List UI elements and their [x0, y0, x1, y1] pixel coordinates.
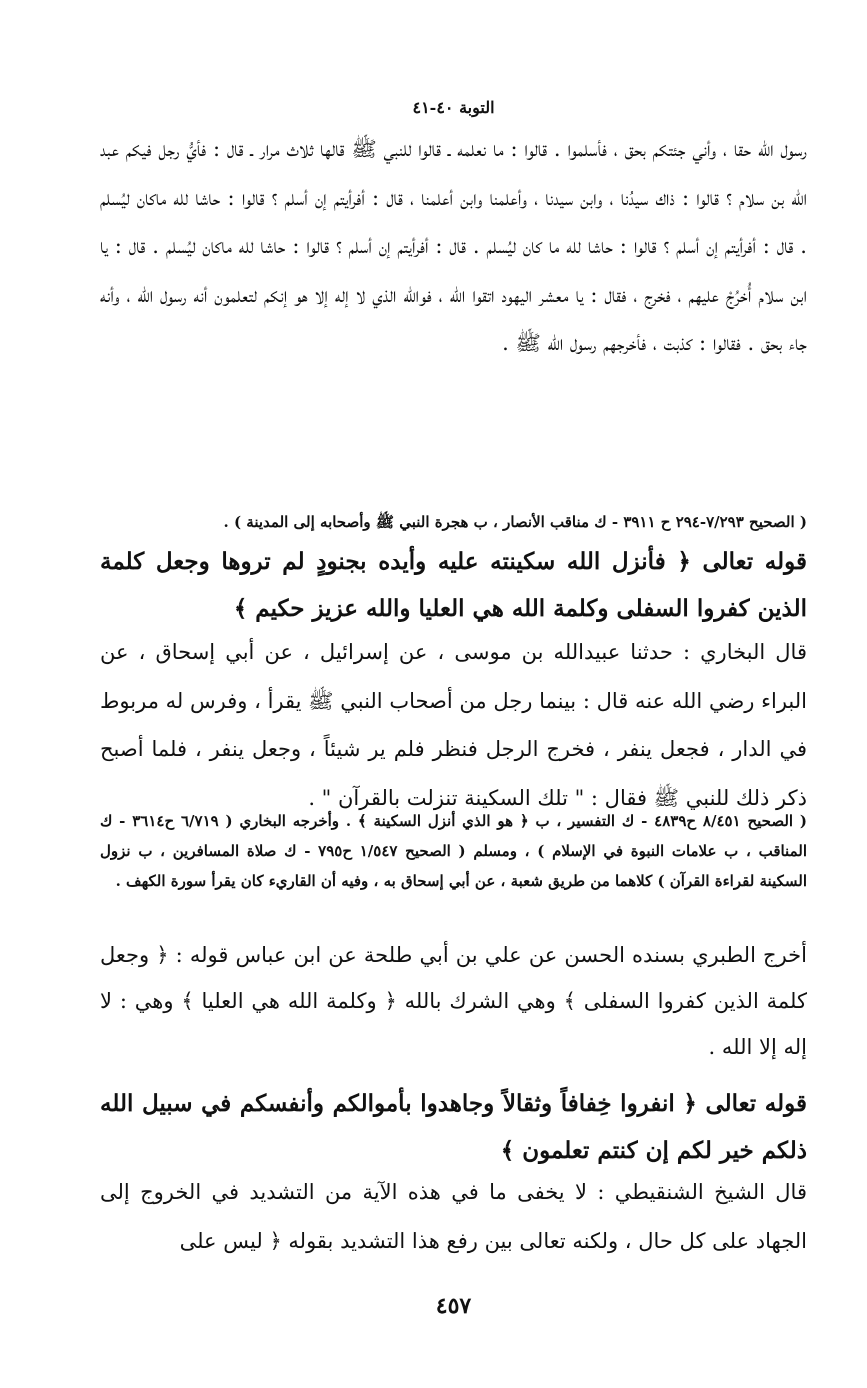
note-paragraph: ( الصحيح ٨/٤٥١ ح٤٨٣٩ - ك التفسير ، ب ﴿ هو الذي أنزل السكينة ﴾ . وأخرجه البخاري ( ٦/٧١٩ ح٣٦١٤ - ك المناقب ، ب علامات النبوة في الإسلام ) ، ومسلم ( الصحيح ١/٥٤٧ ح٧٩٥ - ك صلاة المسافرين ، ب نزول السكينة لقراءة القرآن ) كلاهما من طريق شعبة ، عن أبي إسحاق به ، وفيه أن القاريء كان يقرأ سورة الكهف . [100, 812, 808, 890]
paragraph-bukhari [100, 628, 807, 822]
paragraph-shanqiti [100, 1168, 807, 1268]
body-paragraph: قال البخاري : حدثنا عبيدالله بن موسى ، عن إسرائيل ، عن أبي إسحاق ، عن البراء رضي الله عنه قال : بينما رجل من أصحاب النبي ﷺ يقرأ ، وفرس له مربوط في الدار ، فجعل ينفر ، فخرج الرجل فنظر فلم ير شيئاً ، وجعل ينفر ، فلما أصبح ذكر ذلك للنبي ﷺ فقال : " تلك السكينة تنزلت بالقرآن " . [100, 640, 807, 810]
note-paragraph: ( الصحيح ٧/٢٩٣-٢٩٤ ح ٣٩١١ - ك مناقب الأنصار ، ب هجرة النبي ﷺ وأصحابه إلى المدينة ) . [223, 513, 807, 531]
body-paragraph: أخرج الطبري بسنده الحسن عن علي بن أبي طلحة عن ابن عباس قوله : ﴿ وجعل كلمة الذين كفروا السفلى ﴾ وهي الشرك بالله ﴿ وكلمة الله هي العليا ﴾ وهي : لا إله إلا الله . [100, 943, 807, 1059]
body-paragraph: قال الشيخ الشنقيطي : لا يخفى ما في هذه الآية من التشديد في الخروج إلى الجهاد على كل حال ، ولكنه تعالى بين رفع هذا التشديد بقوله ﴿ ليس على [100, 1180, 807, 1253]
running-header: التوبة ٤٠-٤١ [412, 98, 495, 117]
bold-paragraph: قوله تعالى ﴿ فأنزل الله سكينته عليه وأيده بجنودٍ لم تروها وجعل كلمة الذين كفروا السفلى وكلمة الله هي العليا والله عزيز حكيم ﴾ [100, 548, 807, 622]
bold-paragraph: قوله تعالى ﴿ انفروا خِفافاً وثقالاً وجاهدوا بأموالكم وأنفسكم في سبيل الله ذلكم خير لكم إن كنتم تعلمون ﴾ [100, 1090, 807, 1164]
verse-heading [100, 1080, 807, 1174]
source-note [100, 806, 807, 931]
body-paragraph: رسول الله حقا ، وأني جئتكم بحق ، فأسلموا . قالوا : ما نعلمه ـ قالوا للنبي ﷺ قالها ثلاث مرار ـ قال : فأيُّ رجل فيكم عبد الله بن سلام ؟ قالوا : ذاك سيدُنا ، وابن سيدنا ، وأعلمنا وابن أعلمنا ، قال : أفرأيتم إن أسلم ؟ قالوا : حاشا لله ماكان ليُسلم . قال : أفرأيتم إن أسلم ؟ قالوا : حاشا لله ما كان ليُسلم . قال : أفرأيتم إن أسلم ؟ قالوا : حاشا لله ماكان ليُسلم . قال : يا ابن سلام أُخرُجْ عليهم ، فخرج ، فقال : يا معشر اليهود اتقوا الله ، فوالله الذي لا إله إلا هو إنكم لتعلمون أنه رسول الله ، وأنه جاء بحق . فقالوا : كذبت ، فأخرجهم رسول الله ﷺ . [100, 137, 807, 355]
verse-heading [100, 538, 807, 634]
paragraph-tabari [100, 932, 807, 1080]
source-note [100, 507, 807, 539]
paragraph-hadith [100, 125, 807, 501]
page-number: ٤٥٧ [435, 1293, 472, 1319]
